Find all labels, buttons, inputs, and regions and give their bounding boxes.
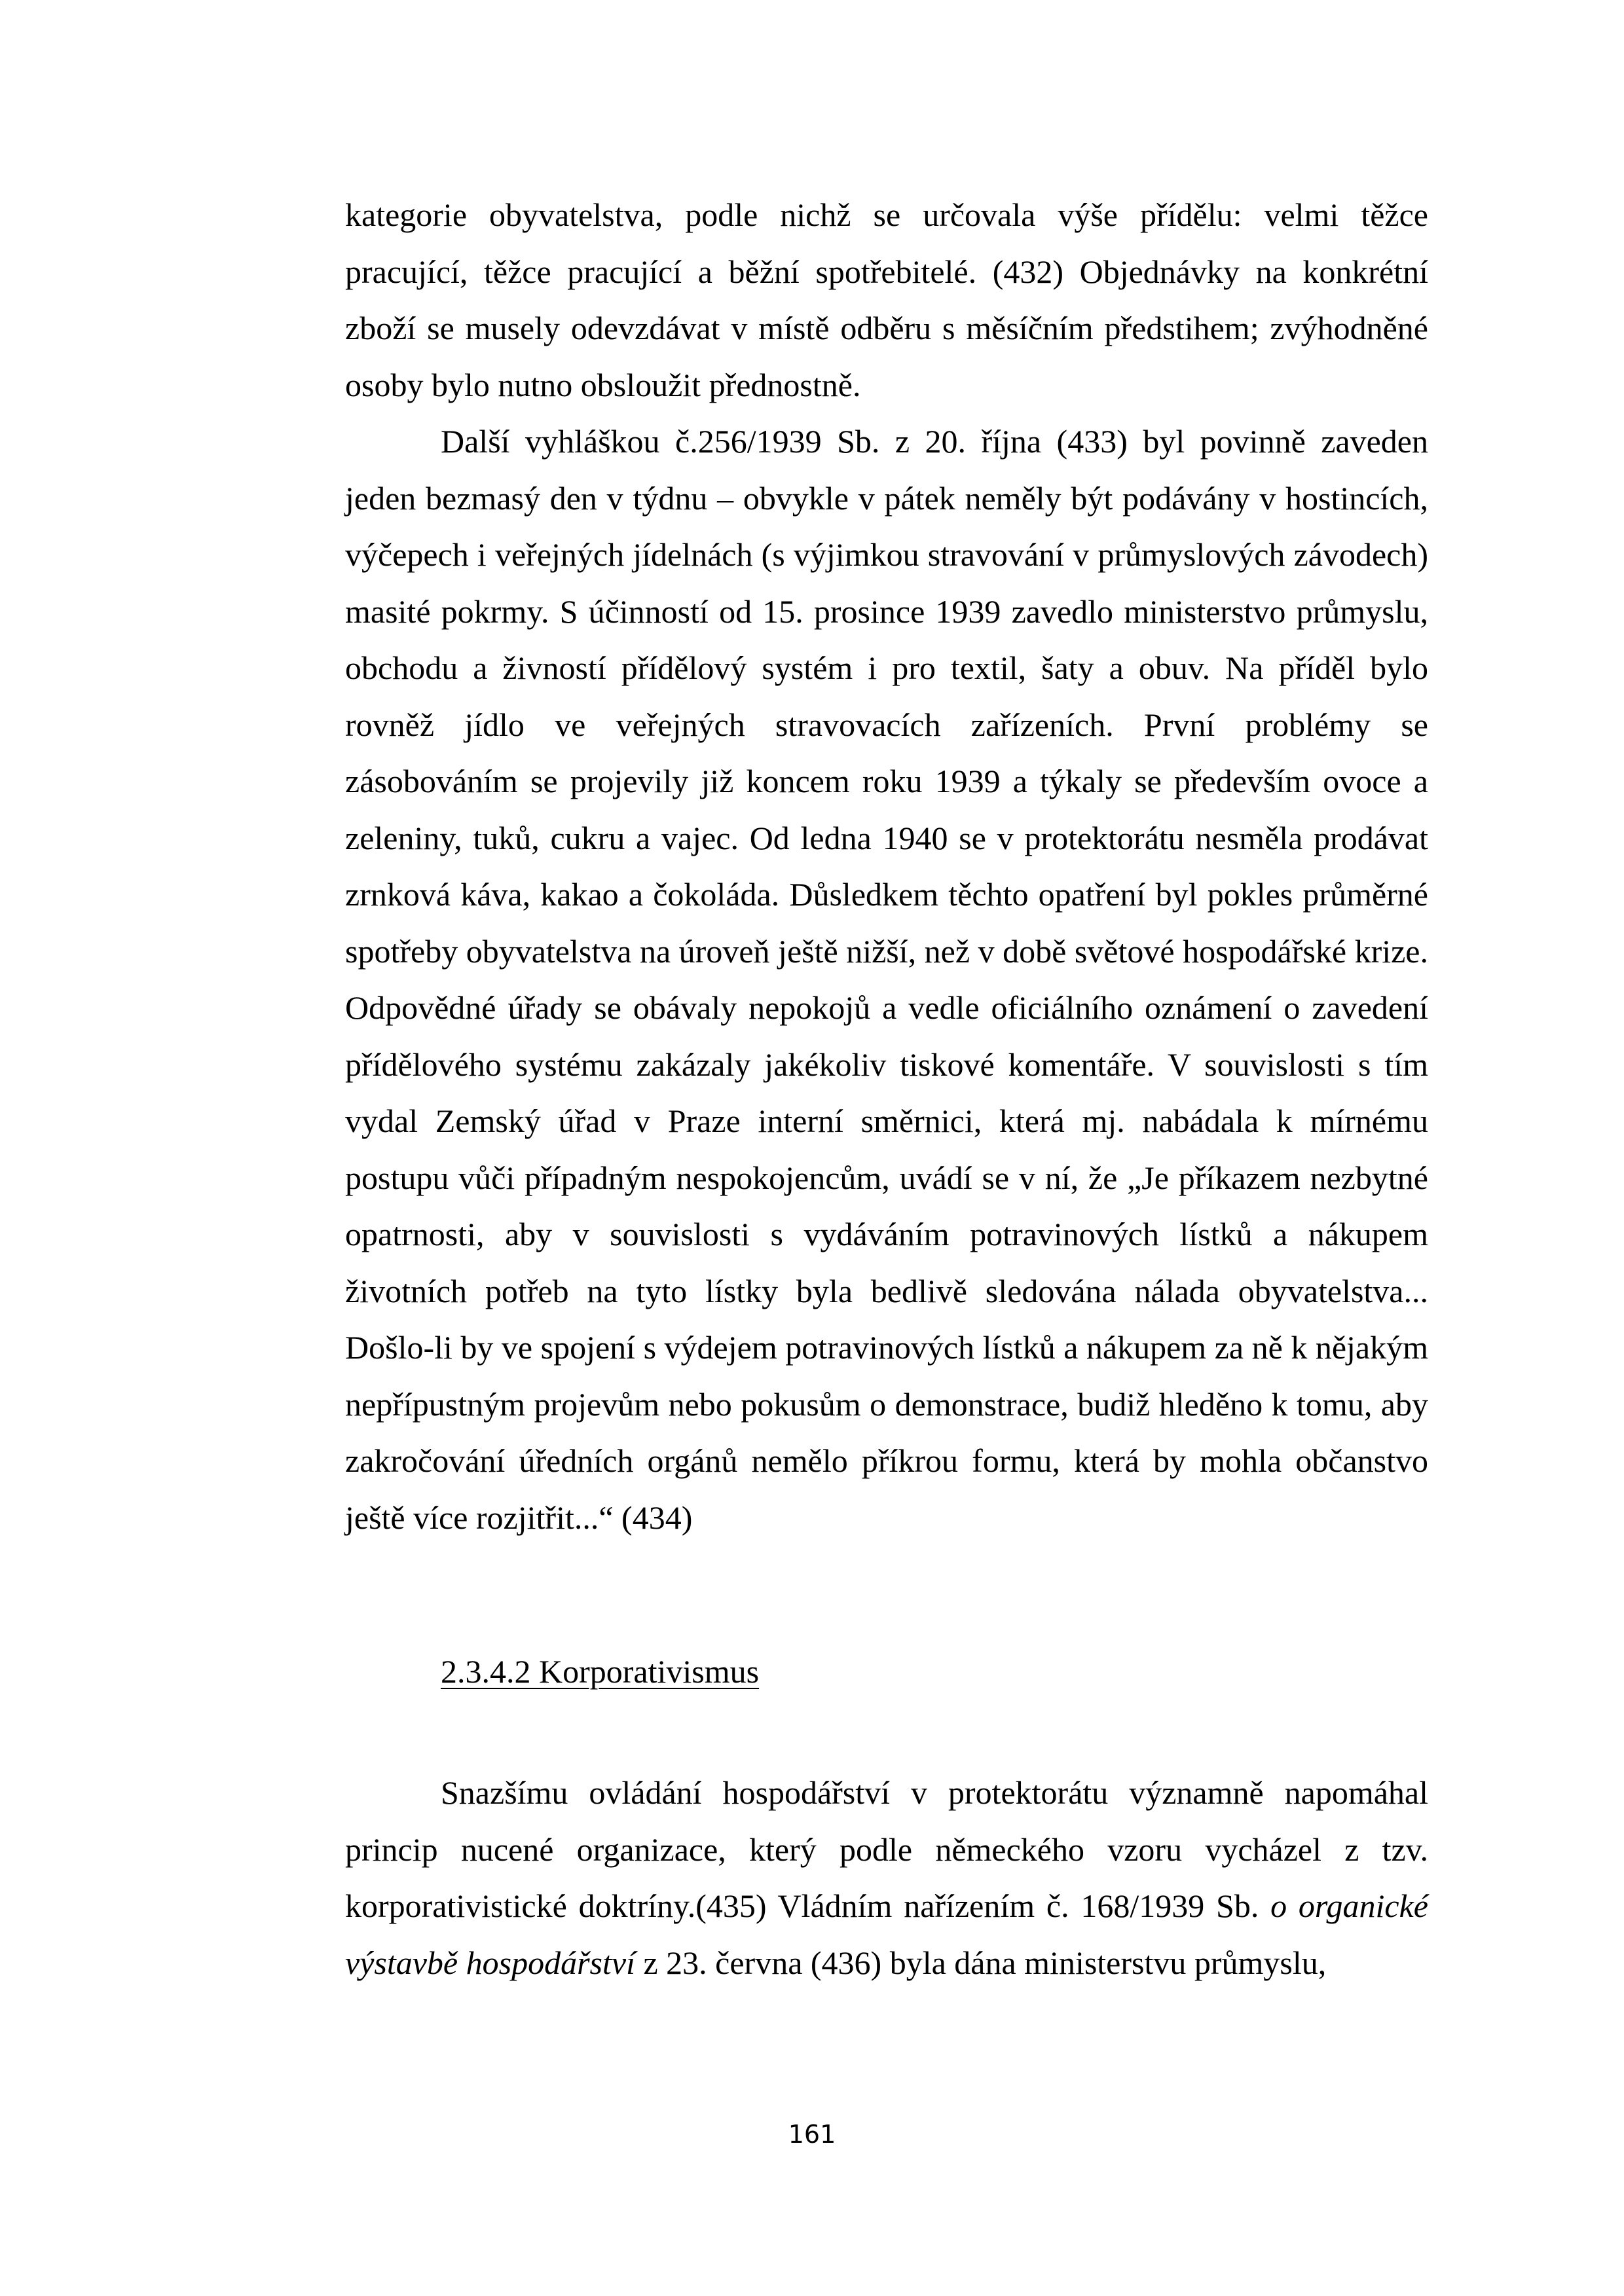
page-number: 161 xyxy=(788,2120,836,2149)
paragraph-text-part: Snazšímu ovládání hospodářství v protektorátu významně napomáhal princip nucené organizace, který podle německého vzoru vycházel z tzv. korporativistické doktríny.(435) Vládním nařízením č. 168/1939 Sb. xyxy=(345,1774,1428,1924)
paragraph-rationing: Další vyhláškou č.256/1939 Sb. z 20. října (433) byl povinně zaveden jeden bezmasý den v týdnu – obvykle v pátek neměly být podávány v hostincích, výčepech i veřejných jídelnách (s výjimkou stravování v průmyslových závodech) masité pokrmy. S účinností od 15. prosince 1939 zavedlo ministerstvo průmyslu, obchodu a živností přídělový systém i pro textil, šaty a obuv. Na příděl bylo rovněž jídlo ve veřejných stravovacích zařízeních. První problémy se zásobováním se projevily již koncem roku 1939 a týkaly se především ovoce a zeleniny, tuků, cukru a vajec. Od ledna 1940 se v protektorátu nesměla prodávat zrnková káva, kakao a čokoláda. Důsledkem těchto opatření byl pokles průměrné spotřeby obyvatelstva na úroveň ještě nižší, než v době světové hospodářské krize. Odpovědné úřady se obávaly nepokojů a vedle oficiálního oznámení o zavedení přídělového systému zakázaly jakékoliv tiskové komentáře. V souvislosti s tím vydal Zemský úřad v Praze interní směrnici, která mj. nabádala k mírnému postupu vůči případným nespokojencům, uvádí se v ní, že „Je příkazem nezbytné opatrnosti, aby v souvislosti s vydáváním potravinových lístků a nákupem životních potřeb na tyto lístky byla bedlivě sledována nálada obyvatelstva... Došlo-li by ve spojení s výdejem potravinových lístků a nákupem za ně k nějakým nepřípustným projevům nebo pokusům o demonstrace, budiž hleděno k tomu, aby zakročování úředních orgánů nemělo příkrou formu, která by mohla občanstvo ještě více rozjitřit...“ (434) xyxy=(345,423,1428,1536)
paragraph-corporatism xyxy=(345,1764,1428,1991)
italic-decree-title: o organické výstavbě hospodářství xyxy=(345,1887,1428,1981)
section-heading: 2.3.4.2 Korporativismus xyxy=(441,1653,760,1690)
paragraph-text-part: z 23. června (436) byla dána ministerstvu průmyslu, xyxy=(635,1944,1327,1981)
body-text-top xyxy=(345,187,1428,1546)
paragraph-continuation: kategorie obyvatelstva, podle nichž se určovala výše přídělu: velmi těžce pracující, těžce pracující a běžní spotřebitelé. (432) Objednávky na konkrétní zboží se musely odevzdávat v místě odběru s měsíčním předstihem; zvýhodněné osoby bylo nutno obsloužit přednostně. xyxy=(345,196,1428,403)
body-text-bottom xyxy=(345,1764,1428,1991)
